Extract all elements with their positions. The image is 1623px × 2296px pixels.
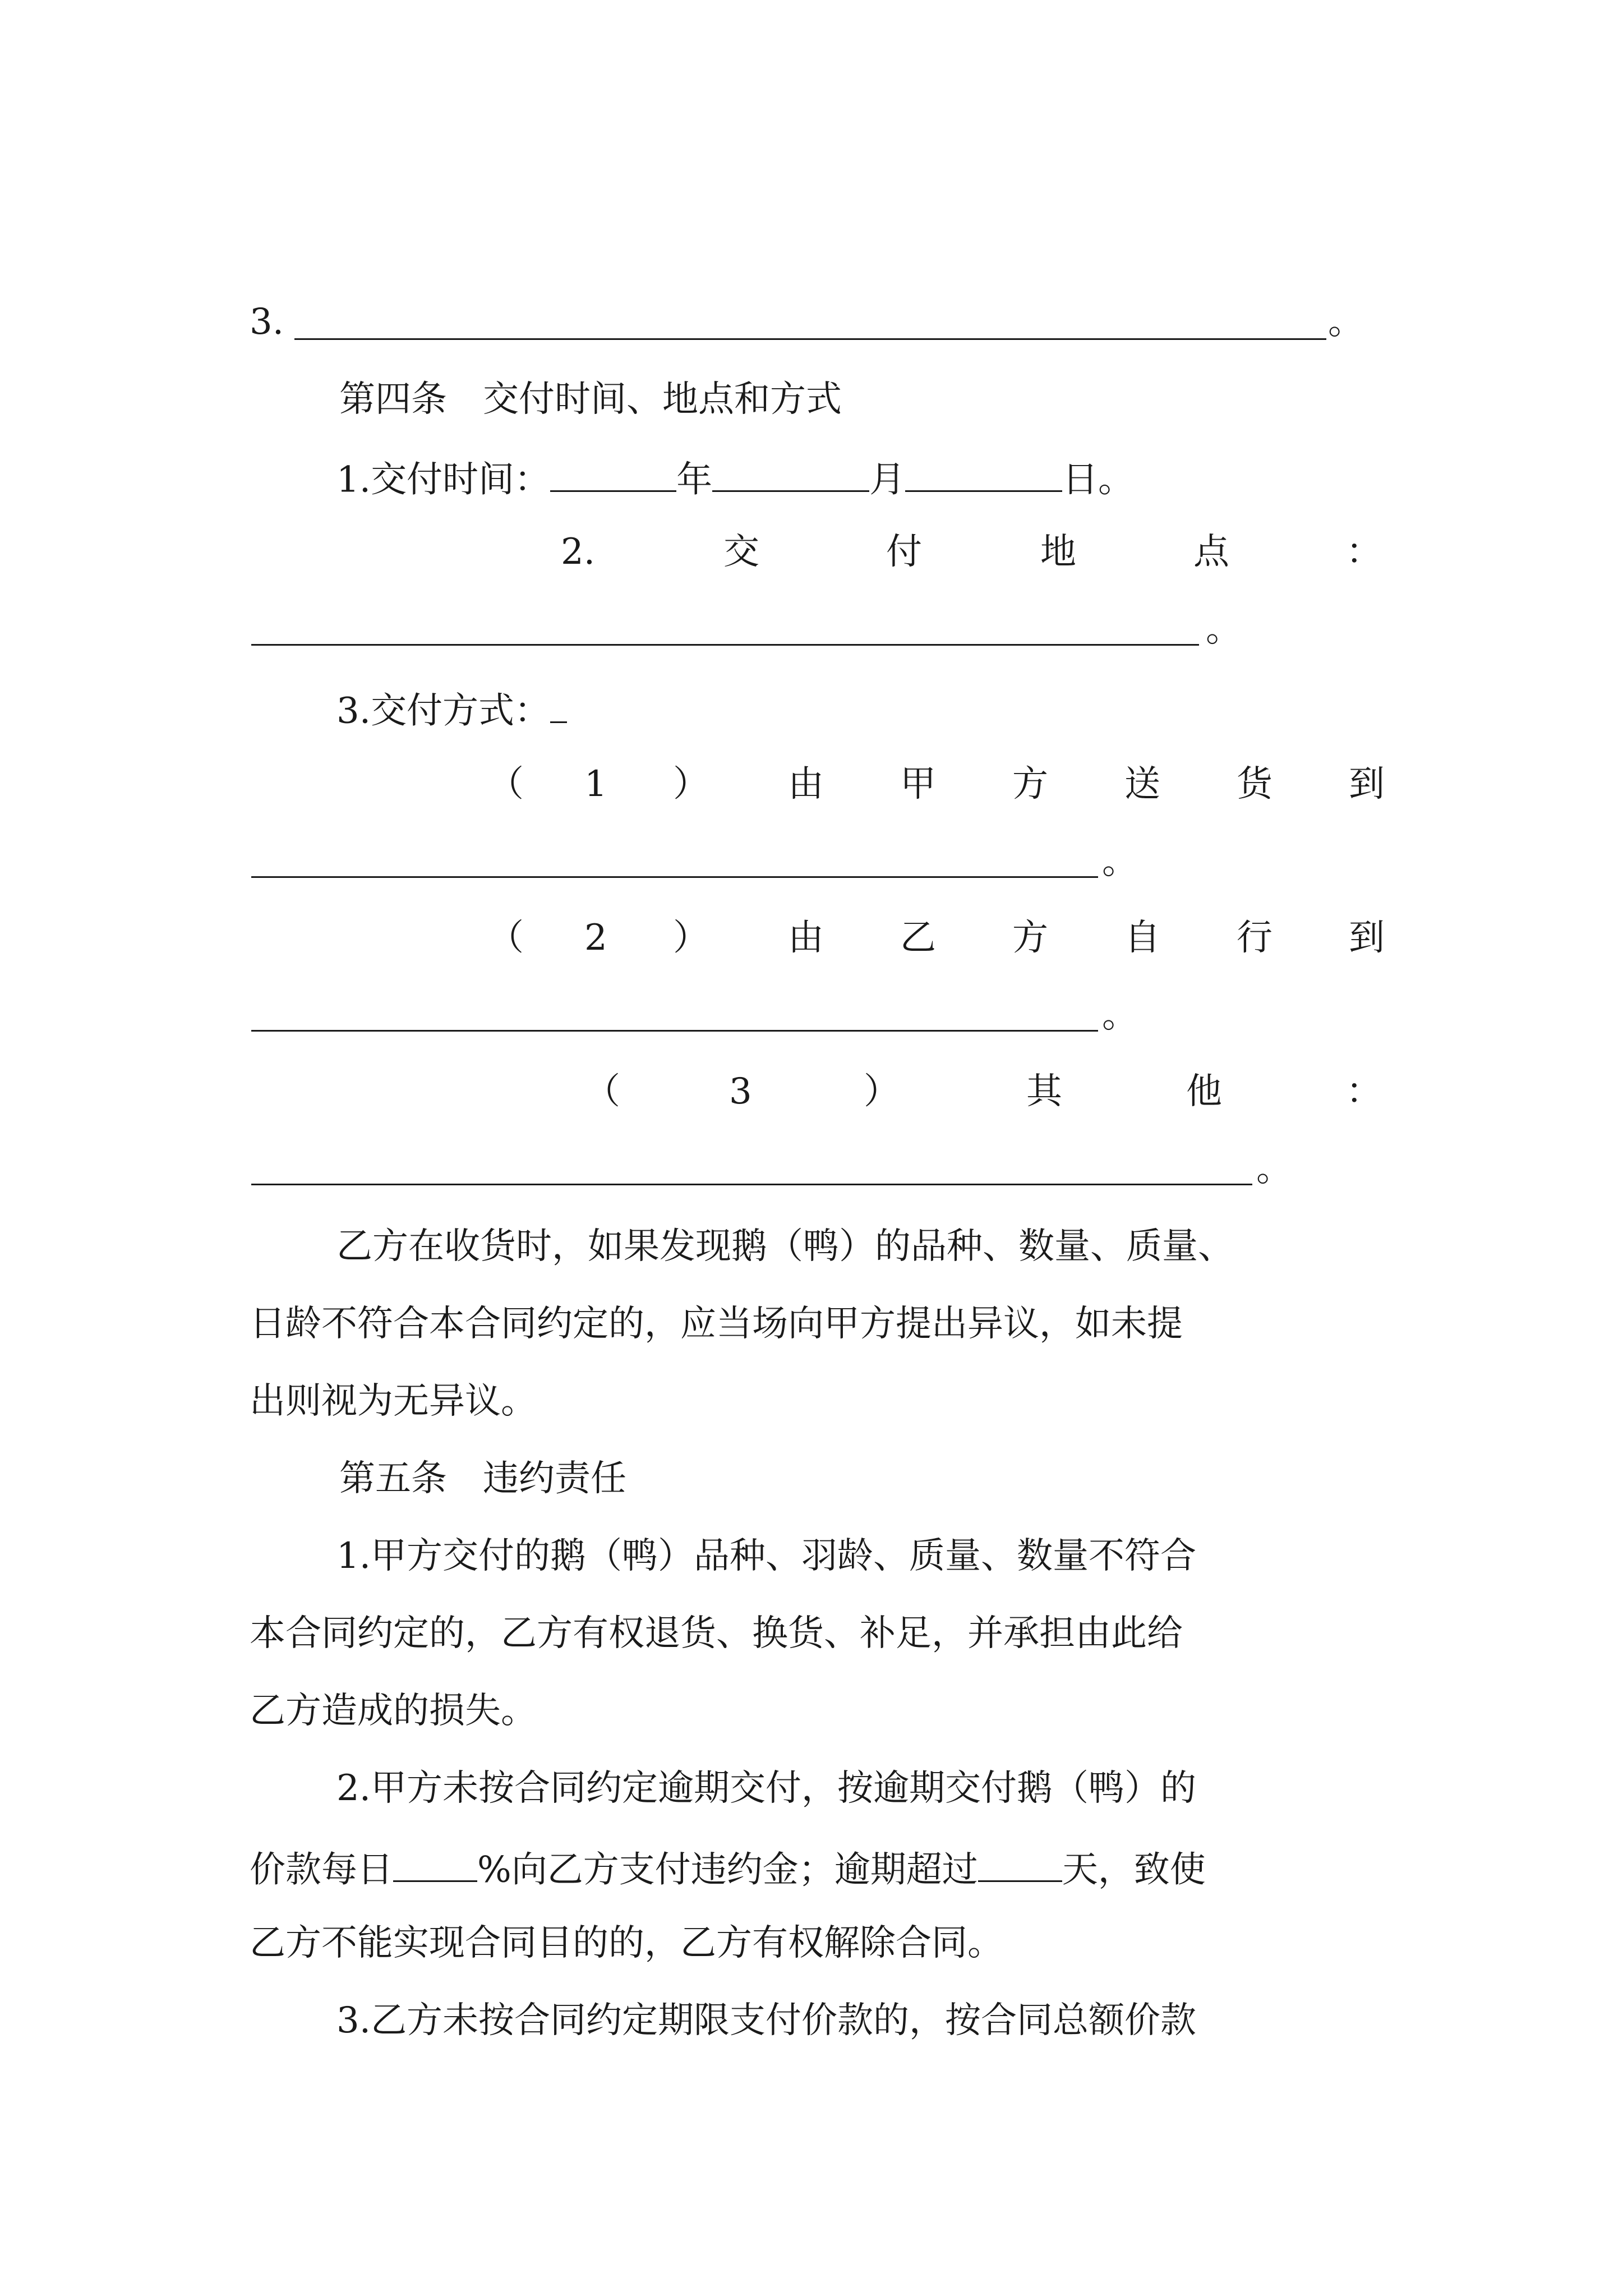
overdue-days-blank[interactable] [978, 1848, 1062, 1882]
option2-char: 乙 [900, 917, 936, 959]
option2-char: 自 [1124, 917, 1160, 959]
clause2-text-b: %向乙方支付违约金；逾期超过 [477, 1849, 978, 1891]
year-label: 年 [676, 459, 713, 501]
option2-char: （ [488, 917, 524, 959]
clause2-line-2 [250, 1848, 1206, 1891]
option1-char: 货 [1237, 763, 1272, 805]
option1-char: 到 [1349, 763, 1385, 805]
option3-end: 。 [1256, 1148, 1292, 1190]
delivery-place-char: 2. [561, 531, 596, 573]
year-blank[interactable] [550, 458, 676, 492]
clause2-line-3: 乙方不能实现合同目的的，乙方有权解除合同。 [250, 1922, 1003, 1964]
day-blank[interactable] [905, 458, 1062, 492]
option1-end: 。 [1102, 841, 1138, 882]
delivery-place-end: 。 [1206, 609, 1242, 650]
option1-char: 1 [584, 763, 607, 805]
clause3-line-1: 3.乙方未按合同约定期限支付价款的，按合同总额价款 [336, 2000, 1197, 2041]
option1-char: 甲 [900, 763, 936, 805]
item3-blank[interactable] [294, 338, 1326, 340]
option2-blank[interactable] [251, 1030, 1098, 1032]
option2-char: 到 [1349, 917, 1385, 959]
option3-char: 其 [1026, 1071, 1062, 1112]
option2-char: 由 [788, 917, 824, 959]
inspection-line-2: 日龄不符合本合同约定的，应当场向甲方提出异议，如未提 [250, 1303, 1183, 1345]
option3-char: （ [584, 1071, 620, 1112]
inspection-line-1: 乙方在收货时，如果发现鹅（鸭）的品种、数量、质量、 [336, 1226, 1234, 1267]
clause2-line-1: 2.甲方未按合同约定逾期交付，按逾期交付鹅（鸭）的 [336, 1768, 1197, 1809]
article5-heading: 第五条 违约责任 [339, 1458, 626, 1499]
option3-char: 3 [729, 1071, 752, 1112]
delivery-method-line [336, 689, 567, 732]
option2-char: ） [673, 917, 709, 959]
option3-char: ） [864, 1071, 900, 1112]
month-blank[interactable] [712, 458, 869, 492]
delivery-place-char: 交 [723, 531, 759, 573]
clause2-text-a: 价款每日 [250, 1849, 393, 1891]
item3-number: 3. [250, 301, 284, 343]
daily-rate-blank[interactable] [393, 1848, 477, 1882]
delivery-time-label: 1.交付时间： [336, 459, 551, 501]
month-label: 月 [869, 459, 906, 501]
option1-char: 由 [788, 763, 824, 805]
delivery-place-blank[interactable] [251, 644, 1199, 646]
delivery-time-line [336, 458, 1135, 501]
option1-char: 方 [1012, 763, 1048, 805]
clause1-line-1: 1.甲方交付的鹅（鸭）品种、羽龄、质量、数量不符合 [336, 1535, 1197, 1577]
option1-char: （ [488, 763, 524, 805]
day-label: 日。 [1062, 459, 1135, 501]
delivery-method-label: 3.交付方式： [336, 690, 551, 732]
option1-char: ） [673, 763, 709, 805]
option1-blank[interactable] [251, 876, 1098, 878]
delivery-place-char: ： [1346, 531, 1382, 573]
clause1-line-2: 本合同约定的，乙方有权退货、换货、补足，并承担由此给 [250, 1613, 1183, 1654]
delivery-place-char: 付 [886, 531, 922, 573]
article4-heading: 第四条 交付时间、地点和方式 [339, 379, 842, 420]
option3-char: 他 [1186, 1071, 1222, 1112]
clause2-text-c: 天，致使 [1062, 1849, 1206, 1891]
clause1-line-3: 乙方造成的损失。 [250, 1690, 537, 1732]
item3-end: 。 [1328, 301, 1364, 343]
delivery-place-char: 点 [1193, 531, 1229, 573]
option2-char: 2 [584, 917, 607, 959]
option2-char: 行 [1237, 917, 1272, 959]
option2-end: 。 [1102, 995, 1138, 1036]
delivery-place-char: 地 [1040, 531, 1076, 573]
option2-char: 方 [1012, 917, 1048, 959]
option3-char: ： [1346, 1071, 1382, 1112]
inspection-line-3: 出则视为无异议。 [250, 1381, 537, 1422]
delivery-method-blank[interactable] [550, 689, 567, 723]
item3-line [250, 301, 284, 343]
option3-blank[interactable] [251, 1184, 1252, 1185]
option1-char: 送 [1124, 763, 1160, 805]
